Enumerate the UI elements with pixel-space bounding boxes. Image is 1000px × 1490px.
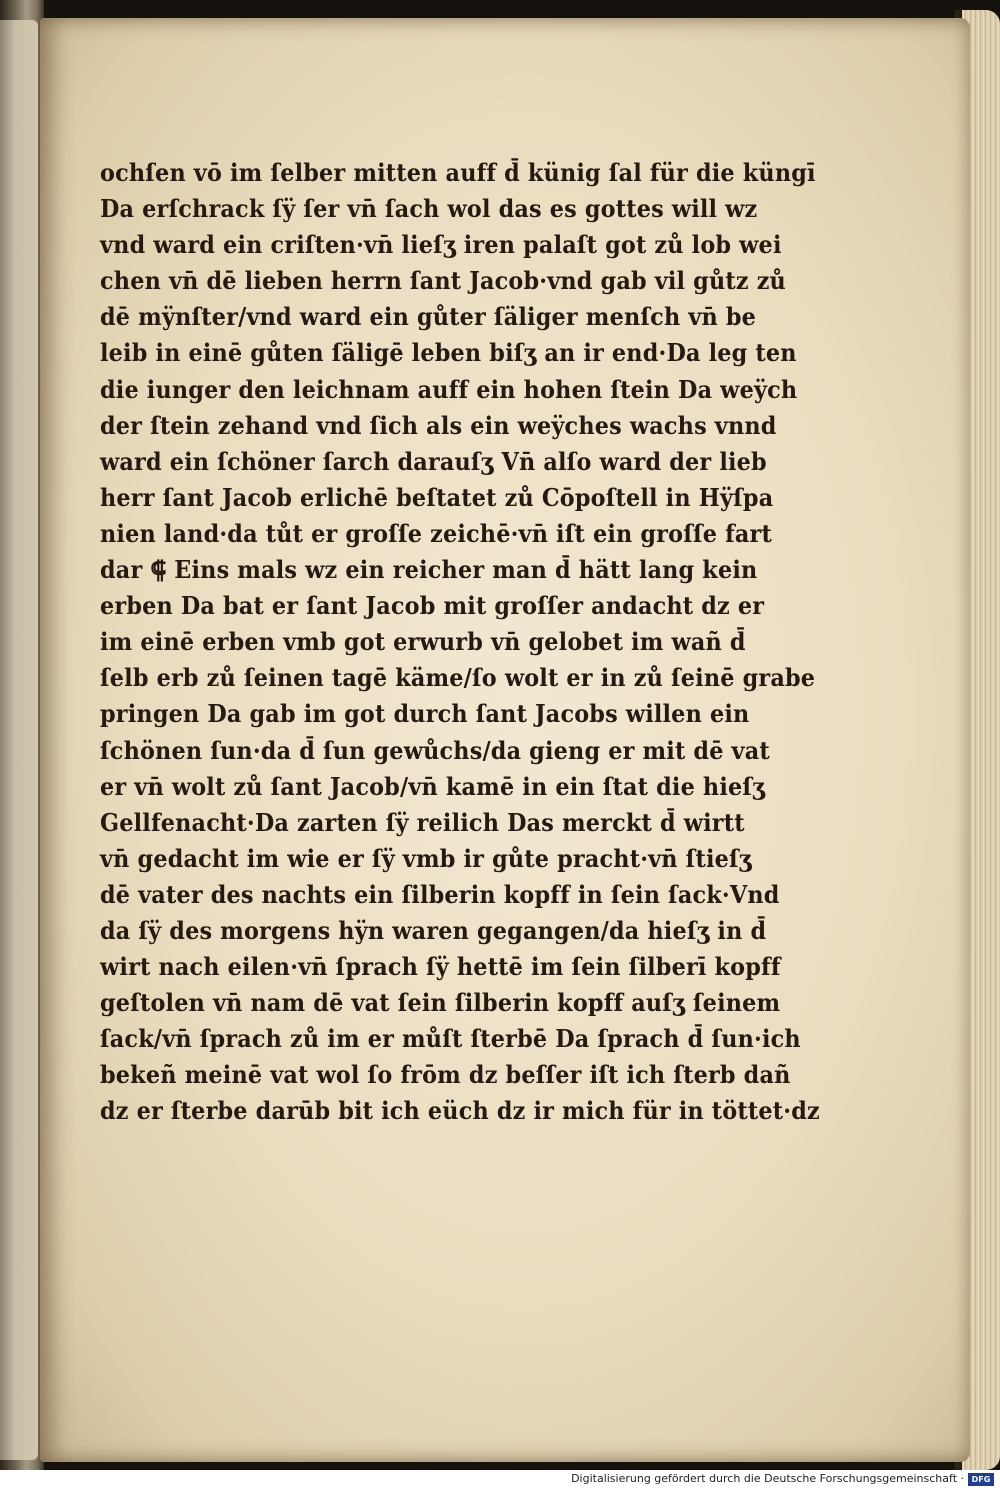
- text-line: chen vn̄ dē lieben herrn ſant Jacob·vnd gab vil gůtz zů: [100, 266, 786, 296]
- text-line: bekeñ meinē vat wol ſo frōm dz beſſer iſt ich ſterb dañ: [100, 1060, 791, 1090]
- text-line: nien land·da tůt er groſſe zeichē·vn̄ iſt ein groſſe fart: [100, 518, 772, 548]
- text-line: erben Da bat er ſant Jacob mit groſſer andacht dz er: [100, 591, 765, 621]
- text-line: dē vater des nachts ein ſilberin kopff in ſein ſack·Vnd: [100, 879, 780, 909]
- text-line: dē mÿnſter/vnd ward ein gůter ſäliger menſch vn̄ be: [100, 302, 757, 332]
- page-text: [100, 155, 820, 1130]
- footer-bar: [0, 1470, 1000, 1490]
- text-line: Gellfenacht·Da zarten ſÿ reilich Das merckt d̄ wirtt: [100, 807, 745, 837]
- text-line: der ſtein zehand vnd ſich als ein weÿches wachs vnnd: [100, 410, 777, 440]
- previous-page-edge: [0, 20, 38, 1460]
- text-line: dz er ſterbe darūb bit ich eüch dz ir mich für in töttet·dz: [100, 1096, 820, 1126]
- text-line: ſack/vn̄ ſprach zů im er můſt ſterbē Da ſprach d̄ ſun·ich: [100, 1024, 801, 1054]
- funding-credit: Digitalisierung gefördert durch die Deutsche Forschungsgemeinschaft ·: [571, 1472, 964, 1485]
- text-line: er vn̄ wolt zů ſant Jacob/vn̄ kamē in ein ſtat die hieſʒ: [100, 771, 766, 801]
- text-line: wirt nach eilen·vn̄ ſprach ſÿ hettē im ſein ſilberī kopff: [100, 952, 781, 982]
- text-line: die iunger den leichnam auff ein hohen ſtein Da weÿch: [100, 374, 798, 404]
- text-line: ſelb erb zů ſeinen tagē käme/ſo wolt er in zů ſeinē grabe: [100, 663, 816, 693]
- text-line: dar ⸿ Eins mals wz ein reicher man d̄ hätt lang kein: [100, 555, 758, 585]
- text-line: ochſen vō im ſelber mitten auff d̄ künig ſal für die küngī: [100, 158, 816, 187]
- text-line: Da erſchrack ſÿ ſer vn̄ ſach wol das es gottes will wz: [100, 194, 758, 224]
- text-line: ſchönen ſun·da d̄ ſun gewůchs/da gieng er mit dē vat: [100, 735, 770, 765]
- text-line: herr ſant Jacob erlichē beſtatet zů Cōpoſtell in Hÿſpa: [100, 482, 774, 512]
- text-line: vn̄ gedacht im wie er ſÿ vmb ir gůte pracht·vn̄ ſtieſʒ: [100, 843, 752, 873]
- text-line: leib in einē gůten ſäligē leben biſʒ an ir end·Da leg ten: [100, 338, 797, 368]
- text-line: vnd ward ein criſten·vn̄ lieſʒ iren palaſt got zů lob wei: [100, 230, 782, 260]
- dfg-logo: DFG: [968, 1473, 994, 1486]
- text-line: da ſÿ des morgens hÿn waren gegangen/da hieſʒ in d̄: [100, 915, 767, 945]
- text-line: pringen Da gab im got durch ſant Jacobs willen ein: [100, 699, 750, 729]
- text-line: im einē erben vmb got erwurb vn̄ gelobet im wañ d̄: [100, 627, 746, 657]
- text-line: ward ein ſchöner ſarch darauſʒ Vn̄ alſo ward der lieb: [100, 446, 767, 476]
- text-line: geſtolen vn̄ nam dē vat ſein ſilberin kopff auſʒ ſeinem: [100, 988, 781, 1018]
